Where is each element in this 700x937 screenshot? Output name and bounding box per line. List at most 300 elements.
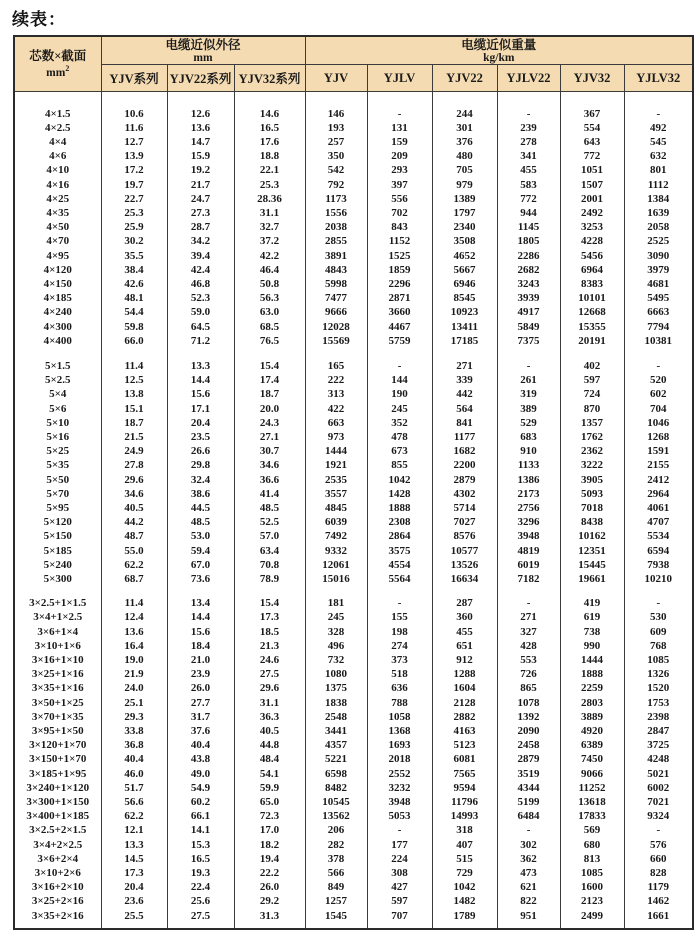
value-cell: 16.5: [167, 852, 234, 866]
value-cell: 910: [497, 444, 560, 458]
value-cell: 2058: [624, 220, 693, 234]
value-cell: 2362: [560, 444, 624, 458]
table-row: [14, 387, 693, 401]
value-cell: 327: [497, 625, 560, 639]
value-cell: 7018: [560, 501, 624, 515]
value-cell: 10577: [432, 544, 497, 558]
value-cell: 51.7: [101, 781, 167, 795]
value-cell: 768: [624, 639, 693, 653]
value-cell: 11796: [432, 795, 497, 809]
value-cell: 9066: [560, 767, 624, 781]
row-label-cell: 5×150: [14, 529, 101, 543]
table-row: [14, 894, 693, 908]
table-row: [14, 610, 693, 624]
value-cell: 27.5: [234, 667, 305, 681]
value-cell: 302: [497, 838, 560, 852]
value-cell: 71.2: [167, 334, 234, 348]
value-cell: 373: [367, 653, 432, 667]
value-cell: 1085: [624, 653, 693, 667]
value-cell: 13.4: [167, 596, 234, 610]
header-sub-row: [14, 65, 693, 92]
table-row: [14, 529, 693, 543]
row-label-cell: 4×10: [14, 163, 101, 177]
value-cell: 1921: [305, 458, 367, 472]
value-cell: 48.5: [234, 501, 305, 515]
value-cell: 28.36: [234, 192, 305, 206]
table-row: [14, 639, 693, 653]
table-row: [14, 473, 693, 487]
value-cell: 29.2: [234, 894, 305, 908]
value-cell: 48.7: [101, 529, 167, 543]
value-cell: 193: [305, 121, 367, 135]
value-cell: 12351: [560, 544, 624, 558]
table-row: [14, 206, 693, 220]
value-cell: 26.6: [167, 444, 234, 458]
row-label-cell: 4×4: [14, 135, 101, 149]
value-cell: 14993: [432, 809, 497, 823]
value-cell: 1661: [624, 909, 693, 923]
value-cell: 7182: [497, 572, 560, 586]
value-cell: -: [624, 823, 693, 837]
value-cell: 29.8: [167, 458, 234, 472]
value-cell: 5667: [432, 263, 497, 277]
spacer-cell: [367, 348, 432, 359]
row-label-cell: 5×4: [14, 387, 101, 401]
table-row: [14, 220, 693, 234]
value-cell: 455: [432, 625, 497, 639]
value-cell: 621: [497, 880, 560, 894]
value-cell: 597: [367, 894, 432, 908]
value-cell: -: [367, 107, 432, 121]
value-cell: 6484: [497, 809, 560, 823]
subheader-yjv-series: YJV系列: [101, 65, 167, 92]
value-cell: 1520: [624, 681, 693, 695]
value-cell: 1133: [497, 458, 560, 472]
row-label-cell: 3×25+2×16: [14, 894, 101, 908]
row-label-cell: 5×35: [14, 458, 101, 472]
value-cell: 4357: [305, 738, 367, 752]
value-cell: 2552: [367, 767, 432, 781]
value-cell: 5221: [305, 752, 367, 766]
value-cell: 23.5: [167, 430, 234, 444]
value-cell: 59.8: [101, 320, 167, 334]
value-cell: 56.6: [101, 795, 167, 809]
value-cell: 10210: [624, 572, 693, 586]
spacer-row: [14, 923, 693, 929]
value-cell: 707: [367, 909, 432, 923]
value-cell: 3725: [624, 738, 693, 752]
value-cell: 14.1: [167, 823, 234, 837]
value-cell: 63.4: [234, 544, 305, 558]
value-cell: 636: [367, 681, 432, 695]
value-cell: 2458: [497, 738, 560, 752]
value-cell: 566: [305, 866, 367, 880]
value-cell: 2864: [367, 529, 432, 543]
row-label-cell: 4×1.5: [14, 107, 101, 121]
value-cell: 177: [367, 838, 432, 852]
weight-label: 电缆近似重量: [461, 37, 537, 52]
subheader-yjlv22: YJLV22: [497, 65, 560, 92]
row-label-cell: 5×300: [14, 572, 101, 586]
value-cell: 21.5: [101, 430, 167, 444]
value-cell: 11.6: [101, 121, 167, 135]
value-cell: 50.8: [234, 277, 305, 291]
table-row: [14, 667, 693, 681]
row-label-cell: 5×70: [14, 487, 101, 501]
value-cell: 442: [432, 387, 497, 401]
row-label-cell: 4×185: [14, 291, 101, 305]
spacer-cell: [101, 923, 167, 929]
value-cell: 7021: [624, 795, 693, 809]
value-cell: 602: [624, 387, 693, 401]
header-group-outer-diameter: [101, 36, 305, 65]
table-row: [14, 738, 693, 752]
value-cell: 828: [624, 866, 693, 880]
spacer-cell: [497, 92, 560, 107]
value-cell: 4302: [432, 487, 497, 501]
value-cell: 30.7: [234, 444, 305, 458]
value-cell: 245: [367, 402, 432, 416]
spacer-cell: [560, 586, 624, 596]
value-cell: 13.6: [101, 625, 167, 639]
row-label-cell: 3×2.5+2×1.5: [14, 823, 101, 837]
value-cell: 951: [497, 909, 560, 923]
value-cell: 52.5: [234, 515, 305, 529]
value-cell: 11.4: [101, 359, 167, 373]
table-row: [14, 558, 693, 572]
value-cell: 32.4: [167, 473, 234, 487]
value-cell: 352: [367, 416, 432, 430]
value-cell: 583: [497, 178, 560, 192]
value-cell: 35.5: [101, 249, 167, 263]
value-cell: 2855: [305, 234, 367, 248]
value-cell: 313: [305, 387, 367, 401]
value-cell: 26.0: [234, 880, 305, 894]
row-label-cell: 3×4+2×2.5: [14, 838, 101, 852]
value-cell: 673: [367, 444, 432, 458]
value-cell: 15.4: [234, 359, 305, 373]
value-cell: 350: [305, 149, 367, 163]
value-cell: 7492: [305, 529, 367, 543]
value-cell: 59.9: [234, 781, 305, 795]
value-cell: 870: [560, 402, 624, 416]
value-cell: 2259: [560, 681, 624, 695]
value-cell: 1042: [432, 880, 497, 894]
row-label-cell: 5×185: [14, 544, 101, 558]
value-cell: 328: [305, 625, 367, 639]
spacer-cell: [432, 586, 497, 596]
spacer-cell: [560, 348, 624, 359]
value-cell: 6081: [432, 752, 497, 766]
value-cell: 19.0: [101, 653, 167, 667]
value-cell: 944: [497, 206, 560, 220]
value-cell: 8545: [432, 291, 497, 305]
value-cell: 1444: [560, 653, 624, 667]
value-cell: -: [497, 359, 560, 373]
value-cell: 13.8: [101, 387, 167, 401]
value-cell: 16.4: [101, 639, 167, 653]
spacer-cell: [305, 348, 367, 359]
value-cell: 12.1: [101, 823, 167, 837]
row-label-cell: 5×16: [14, 430, 101, 444]
value-cell: 1507: [560, 178, 624, 192]
value-cell: 973: [305, 430, 367, 444]
value-cell: 37.6: [167, 724, 234, 738]
value-cell: 4845: [305, 501, 367, 515]
value-cell: 1078: [497, 696, 560, 710]
table-row: [14, 458, 693, 472]
table-row: [14, 277, 693, 291]
value-cell: 60.2: [167, 795, 234, 809]
value-cell: 7794: [624, 320, 693, 334]
value-cell: 16634: [432, 572, 497, 586]
value-cell: 198: [367, 625, 432, 639]
value-cell: 1058: [367, 710, 432, 724]
value-cell: 17833: [560, 809, 624, 823]
value-cell: 76.5: [234, 334, 305, 348]
value-cell: 319: [497, 387, 560, 401]
value-cell: 278: [497, 135, 560, 149]
value-cell: 1326: [624, 667, 693, 681]
value-cell: 5053: [367, 809, 432, 823]
value-cell: 422: [305, 402, 367, 416]
value-cell: 362: [497, 852, 560, 866]
table-row: [14, 305, 693, 319]
value-cell: 772: [497, 192, 560, 206]
value-cell: 554: [560, 121, 624, 135]
value-cell: 2492: [560, 206, 624, 220]
value-cell: 13526: [432, 558, 497, 572]
table-row: [14, 178, 693, 192]
value-cell: 46.0: [101, 767, 167, 781]
value-cell: -: [367, 823, 432, 837]
value-cell: 181: [305, 596, 367, 610]
value-cell: -: [497, 823, 560, 837]
value-cell: 17.0: [234, 823, 305, 837]
spacer-cell: [234, 586, 305, 596]
value-cell: 257: [305, 135, 367, 149]
row-label-cell: 4×70: [14, 234, 101, 248]
value-cell: 30.2: [101, 234, 167, 248]
value-cell: 15355: [560, 320, 624, 334]
row-label-cell: 4×6: [14, 149, 101, 163]
value-cell: 68.7: [101, 572, 167, 586]
value-cell: 13.6: [167, 121, 234, 135]
value-cell: 2398: [624, 710, 693, 724]
value-cell: 5534: [624, 529, 693, 543]
value-cell: 1179: [624, 880, 693, 894]
value-cell: 2286: [497, 249, 560, 263]
value-cell: 1888: [560, 667, 624, 681]
value-cell: 15.3: [167, 838, 234, 852]
value-cell: 979: [432, 178, 497, 192]
spacer-cell: [624, 923, 693, 929]
spacer-cell: [367, 586, 432, 596]
row-label-cell: 3×16+2×10: [14, 880, 101, 894]
row-label-cell: 5×2.5: [14, 373, 101, 387]
value-cell: -: [497, 596, 560, 610]
value-cell: 3905: [560, 473, 624, 487]
value-cell: 36.8: [101, 738, 167, 752]
value-cell: 12.4: [101, 610, 167, 624]
row-label-cell: 3×150+1×70: [14, 752, 101, 766]
spacer-cell: [14, 586, 101, 596]
value-cell: 4344: [497, 781, 560, 795]
value-cell: 1805: [497, 234, 560, 248]
value-cell: 419: [560, 596, 624, 610]
value-cell: 1257: [305, 894, 367, 908]
value-cell: 24.0: [101, 681, 167, 695]
value-cell: 54.1: [234, 767, 305, 781]
table-row: [14, 416, 693, 430]
value-cell: 19.3: [167, 866, 234, 880]
table-row: [14, 596, 693, 610]
value-cell: 680: [560, 838, 624, 852]
value-cell: 282: [305, 838, 367, 852]
value-cell: 37.2: [234, 234, 305, 248]
value-cell: 46.4: [234, 263, 305, 277]
value-cell: 1042: [367, 473, 432, 487]
value-cell: 10923: [432, 305, 497, 319]
table-row: [14, 572, 693, 586]
value-cell: 564: [432, 402, 497, 416]
table-row: [14, 809, 693, 823]
row-label-cell: 5×25: [14, 444, 101, 458]
value-cell: 378: [305, 852, 367, 866]
row-label-cell: 3×120+1×70: [14, 738, 101, 752]
value-cell: 155: [367, 610, 432, 624]
value-cell: 22.7: [101, 192, 167, 206]
value-cell: 1604: [432, 681, 497, 695]
value-cell: 6594: [624, 544, 693, 558]
value-cell: 3660: [367, 305, 432, 319]
value-cell: 27.1: [234, 430, 305, 444]
value-cell: 43.8: [167, 752, 234, 766]
value-cell: 44.5: [167, 501, 234, 515]
subheader-yjv32-series: YJV32系列: [234, 65, 305, 92]
cable-spec-table: [13, 35, 694, 930]
value-cell: 2803: [560, 696, 624, 710]
value-cell: 2525: [624, 234, 693, 248]
row-label-cell: 4×25: [14, 192, 101, 206]
value-cell: 190: [367, 387, 432, 401]
value-cell: 5714: [432, 501, 497, 515]
value-cell: 772: [560, 149, 624, 163]
value-cell: 10381: [624, 334, 693, 348]
value-cell: 27.8: [101, 458, 167, 472]
value-cell: 73.6: [167, 572, 234, 586]
value-cell: 397: [367, 178, 432, 192]
spacer-cell: [14, 923, 101, 929]
value-cell: 31.1: [234, 696, 305, 710]
table-row: [14, 487, 693, 501]
value-cell: 31.7: [167, 710, 234, 724]
value-cell: 3979: [624, 263, 693, 277]
value-cell: 1152: [367, 234, 432, 248]
value-cell: 67.0: [167, 558, 234, 572]
value-cell: 3296: [497, 515, 560, 529]
value-cell: 64.5: [167, 320, 234, 334]
value-cell: 556: [367, 192, 432, 206]
spacer-cell: [432, 92, 497, 107]
value-cell: 4707: [624, 515, 693, 529]
value-cell: 6002: [624, 781, 693, 795]
value-cell: 367: [560, 107, 624, 121]
value-cell: 42.2: [234, 249, 305, 263]
value-cell: 15016: [305, 572, 367, 586]
table-row: [14, 192, 693, 206]
value-cell: 4061: [624, 501, 693, 515]
value-cell: 360: [432, 610, 497, 624]
value-cell: 48.4: [234, 752, 305, 766]
value-cell: 1288: [432, 667, 497, 681]
row-label-cell: 5×10: [14, 416, 101, 430]
value-cell: 2340: [432, 220, 497, 234]
value-cell: 22.4: [167, 880, 234, 894]
value-cell: 553: [497, 653, 560, 667]
value-cell: 12.5: [101, 373, 167, 387]
row-label-cell: 3×10+1×6: [14, 639, 101, 653]
value-cell: 38.6: [167, 487, 234, 501]
value-cell: 19.7: [101, 178, 167, 192]
value-cell: 13.3: [167, 359, 234, 373]
table-row: [14, 234, 693, 248]
value-cell: 44.2: [101, 515, 167, 529]
value-cell: 9332: [305, 544, 367, 558]
value-cell: 48.5: [167, 515, 234, 529]
spacer-cell: [101, 92, 167, 107]
value-cell: 29.6: [234, 681, 305, 695]
value-cell: 702: [367, 206, 432, 220]
value-cell: 17.4: [234, 373, 305, 387]
value-cell: 427: [367, 880, 432, 894]
value-cell: 1428: [367, 487, 432, 501]
spacer-cell: [234, 923, 305, 929]
value-cell: 726: [497, 667, 560, 681]
value-cell: 25.3: [234, 178, 305, 192]
value-cell: 274: [367, 639, 432, 653]
value-cell: 206: [305, 823, 367, 837]
value-cell: 2548: [305, 710, 367, 724]
value-cell: 224: [367, 852, 432, 866]
value-cell: 10101: [560, 291, 624, 305]
value-cell: 1859: [367, 263, 432, 277]
value-cell: 301: [432, 121, 497, 135]
value-cell: 496: [305, 639, 367, 653]
header-core-section-label: 芯数×截面: [29, 49, 87, 64]
value-cell: 40.4: [101, 752, 167, 766]
value-cell: -: [497, 107, 560, 121]
row-label-cell: 4×400: [14, 334, 101, 348]
row-label-cell: 4×95: [14, 249, 101, 263]
value-cell: 18.7: [234, 387, 305, 401]
value-cell: 44.8: [234, 738, 305, 752]
value-cell: 261: [497, 373, 560, 387]
value-cell: 3232: [367, 781, 432, 795]
value-cell: 36.3: [234, 710, 305, 724]
value-cell: 2847: [624, 724, 693, 738]
value-cell: 13.9: [101, 149, 167, 163]
value-cell: 17185: [432, 334, 497, 348]
value-cell: 4652: [432, 249, 497, 263]
value-cell: 1389: [432, 192, 497, 206]
value-cell: 822: [497, 894, 560, 908]
value-cell: 19.2: [167, 163, 234, 177]
table-row: [14, 681, 693, 695]
row-label-cell: 5×240: [14, 558, 101, 572]
outer-diameter-label: 电缆近似外径: [165, 37, 241, 52]
spacer-cell: [624, 348, 693, 359]
